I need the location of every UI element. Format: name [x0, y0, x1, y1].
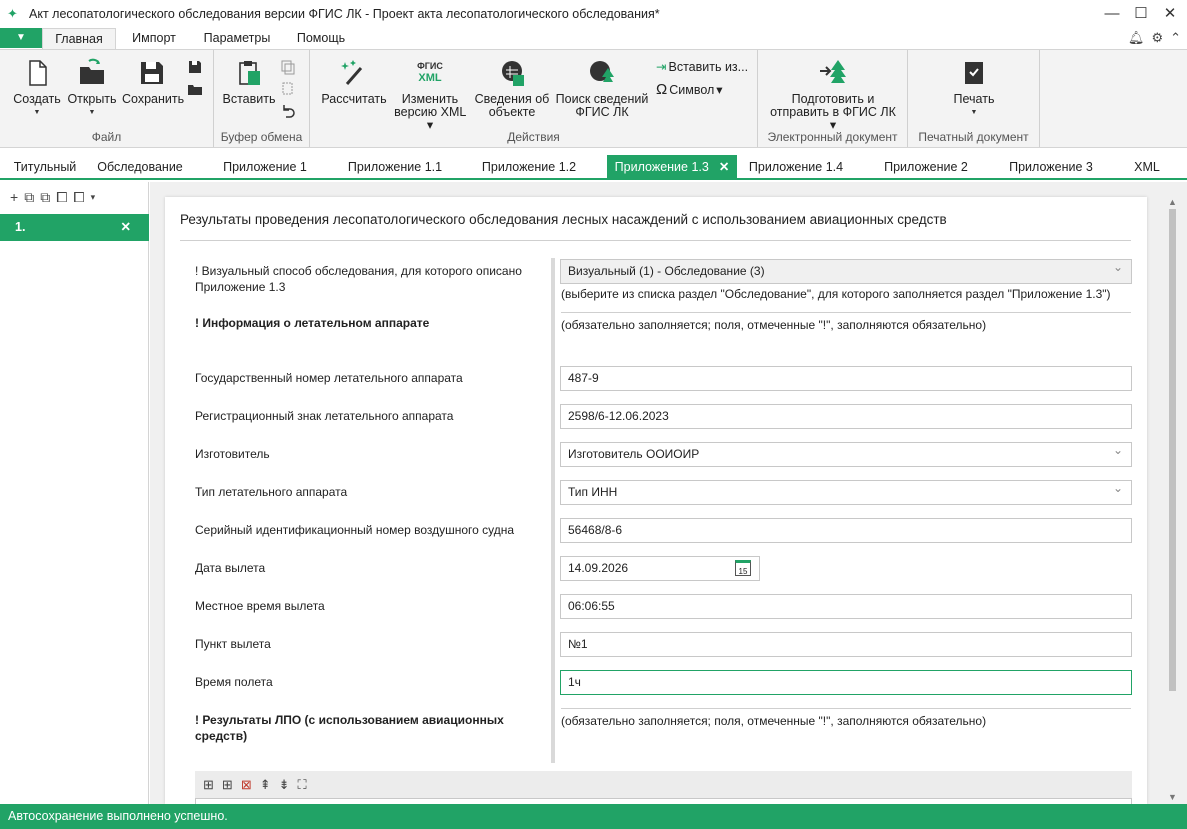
insert-row-icon[interactable]: ⊞: [221, 776, 233, 792]
tab-survey[interactable]: Обследование: [97, 160, 183, 174]
app-logo-icon: ✦: [7, 6, 18, 21]
section-title: Результаты проведения лесопатологического обследования лесных насаждений с использованием авиационных средств: [180, 212, 947, 227]
ribbon-group-file: [0, 50, 214, 147]
group-label-clipboard: Буфер обмена: [220, 130, 303, 144]
tab-appendix-1-2[interactable]: Приложение 1.2: [481, 160, 577, 174]
ribbon-group-edoc: [758, 50, 908, 147]
prepare-send-button[interactable]: Подготовить и отправить в ФГИС ЛК ▾: [766, 58, 900, 132]
print-button[interactable]: [944, 58, 1004, 119]
symbol-button[interactable]: Ω Символ ▾: [656, 81, 723, 98]
globe-tree-icon: [587, 58, 617, 88]
search-fgis-label-2: ФГИС ЛК: [575, 105, 629, 119]
visual-method-select[interactable]: Визуальный (1) - Обследование (3) ⌄: [560, 259, 1132, 284]
save-label: Сохранить: [122, 92, 185, 106]
tab-xml[interactable]: XML: [1134, 160, 1160, 174]
left-panel: [0, 182, 149, 804]
departure-date-value: 14.09.2026: [568, 561, 629, 575]
ribbon: [0, 49, 1187, 148]
list-item-label: 1.: [15, 220, 26, 234]
print-document-icon: [959, 58, 989, 88]
departure-point-label: Пункт вылета: [195, 637, 271, 651]
create-button[interactable]: [12, 58, 62, 119]
manufacturer-select[interactable]: Изготовитель ООИОИР ⌄: [560, 442, 1132, 467]
create-label: Создать: [13, 92, 61, 106]
scrollbar-thumb[interactable]: [1169, 209, 1176, 691]
local-time-label: Местное время вылета: [195, 599, 325, 613]
tab-appendix-1-4[interactable]: Приложение 1.4: [748, 160, 844, 174]
tab-parameters[interactable]: Параметры: [203, 31, 271, 45]
chevron-down-icon: ▼: [970, 109, 978, 116]
add-icon[interactable]: +: [10, 189, 19, 205]
collapse-ribbon-icon[interactable]: ⌃: [1170, 30, 1181, 45]
close-window-button[interactable]: ✕: [1163, 5, 1177, 22]
prepare-label-1: Подготовить и: [791, 92, 875, 106]
delete-row-icon[interactable]: ⊠: [240, 776, 252, 792]
divider: [180, 240, 1131, 241]
ribbon-group-clipboard: [214, 50, 310, 147]
aircraft-info-hint: (обязательно заполняется; поля, отмеченные "!", заполняются обязательно): [561, 318, 987, 332]
more-options-icon[interactable]: ▾: [90, 191, 96, 202]
serial-number-input[interactable]: 56468/8-6: [560, 518, 1132, 543]
document-tabs: [0, 155, 1187, 180]
close-tab-icon[interactable]: ✕: [718, 160, 730, 174]
ribbon-group-actions: [310, 50, 758, 147]
save-as-icon[interactable]: [187, 59, 203, 75]
departure-date-label: Дата вылета: [195, 561, 266, 575]
lpo-results-label: ! Результаты ЛПО (с использованием авиационных средств): [195, 713, 504, 743]
tab-appendix-1-3-label: Приложение 1.3: [614, 160, 709, 174]
search-fgis-label-1: Поиск сведений: [555, 92, 649, 106]
cut-icon[interactable]: [280, 81, 296, 97]
move-up-icon[interactable]: ⇞: [259, 776, 271, 792]
tab-appendix-3[interactable]: Приложение 3: [1009, 160, 1093, 174]
open-label: Открыть: [67, 92, 117, 106]
object-info-button[interactable]: [472, 58, 552, 119]
new-document-icon: [22, 58, 52, 88]
scroll-up-icon[interactable]: ▲: [1168, 197, 1177, 207]
expand-table-icon[interactable]: ⛶: [297, 776, 307, 792]
table-toolbar: [195, 771, 1132, 798]
divider: [561, 312, 1131, 313]
state-number-label: Государственный номер летательного аппарата: [195, 371, 463, 385]
list-item[interactable]: [0, 214, 149, 241]
prepare-label-2: отправить в ФГИС ЛК: [770, 105, 896, 119]
insert-from-label: Вставить из...: [668, 59, 749, 74]
tab-appendix-2[interactable]: Приложение 2: [884, 160, 968, 174]
undo-icon[interactable]: [280, 103, 296, 119]
local-time-input[interactable]: 06:06:55: [560, 594, 1132, 619]
change-xml-label-1: Изменить: [401, 92, 459, 106]
copy-icon[interactable]: [280, 59, 296, 75]
serial-number-label: Серийный идентификационный номер воздушного судна: [195, 523, 515, 537]
vertical-scrollbar[interactable]: [1164, 197, 1180, 804]
move-down-icon[interactable]: ⇟: [278, 776, 290, 792]
symbol-label: Символ: [669, 82, 715, 97]
minimize-button[interactable]: —: [1104, 5, 1120, 22]
object-info-label-2: объекте: [488, 105, 536, 119]
add-copy-icon[interactable]: ⧉: [24, 188, 35, 205]
duplicate-icon[interactable]: ⧉: [40, 188, 51, 205]
insert-arrow-icon: ⇥: [656, 60, 667, 74]
window-title: Акт лесопатологического обследования версии ФГИС ЛК - Проект акта лесопатологического обследования*: [29, 7, 660, 21]
object-info-label-1: Сведения об: [474, 92, 550, 106]
tab-help[interactable]: Помощь: [296, 31, 346, 45]
open-folder-icon: [77, 58, 107, 88]
departure-point-input[interactable]: №1: [560, 632, 1132, 657]
aircraft-info-label: ! Информация о летательном аппарате: [195, 316, 430, 330]
delete-copy-icon[interactable]: ⧠: [73, 188, 85, 205]
export-tree-icon: [818, 58, 848, 88]
omega-icon: Ω: [656, 81, 668, 98]
departure-date-input[interactable]: [560, 556, 760, 581]
settings-gear-icon[interactable]: ⚙: [1151, 30, 1164, 45]
open-button[interactable]: [66, 58, 118, 119]
flight-time-label: Время полета: [195, 675, 273, 689]
calculate-button[interactable]: [320, 58, 388, 106]
reg-mark-input[interactable]: 2598/6-12.06.2023: [560, 404, 1132, 429]
scroll-down-icon[interactable]: ▼: [1168, 792, 1177, 802]
save-button[interactable]: [122, 58, 185, 106]
tab-appendix-1[interactable]: Приложение 1: [223, 160, 307, 174]
maximize-button[interactable]: ☐: [1134, 5, 1148, 22]
group-label-print: Печатный документ: [918, 130, 1029, 144]
reg-mark-label: Регистрационный знак летательного аппарата: [195, 409, 454, 423]
chevron-down-icon: ▼: [88, 109, 96, 116]
paste-button[interactable]: [222, 58, 276, 106]
magic-wand-icon: [339, 58, 369, 88]
floppy-disk-icon: [137, 58, 167, 88]
paste-label: Вставить: [222, 92, 276, 106]
status-bar: Автосохранение выполнено успешно.: [0, 804, 1187, 829]
ribbon-group-print: [908, 50, 1040, 147]
move-icon[interactable]: ⧠: [56, 188, 68, 205]
change-xml-label-2: версию XML: [394, 105, 466, 119]
add-row-icon[interactable]: ⊞: [203, 776, 214, 792]
aircraft-type-label: Тип летательного аппарата: [195, 485, 348, 499]
visual-method-hint: (выберите из списка раздел "Обследование", для которого заполняется раздел "Приложение 1.3"): [561, 287, 1111, 301]
manufacturer-label: Изготовитель: [195, 447, 270, 461]
calendar-icon[interactable]: 15: [735, 560, 751, 576]
change-xml-version-button[interactable]: ФГИС XML Изменить версию XML ▾: [392, 58, 468, 132]
group-label-edoc: Электронный документ: [767, 130, 898, 144]
paste-clipboard-icon: [234, 58, 264, 88]
print-label: Печать: [953, 92, 995, 106]
tab-appendix-1-3[interactable]: [607, 155, 737, 179]
group-label-file: Файл: [91, 130, 122, 144]
tab-import[interactable]: Импорт: [132, 31, 176, 45]
chevron-down-icon: ▼: [33, 109, 41, 116]
xml-file-icon: ФГИС XML: [417, 61, 443, 84]
visual-method-label: ! Визуальный способ обследования, для которого описано Приложение 1.3: [195, 264, 522, 294]
menu-bar: [0, 28, 1187, 49]
delete-item-icon[interactable]: ✕: [120, 220, 131, 234]
flight-time-input[interactable]: 1ч: [560, 670, 1132, 695]
state-number-input[interactable]: 487-9: [560, 366, 1132, 391]
vertical-divider: [551, 258, 555, 763]
notifications-bell-icon[interactable]: 🔔︎: [1127, 30, 1145, 45]
tab-appendix-1-1[interactable]: Приложение 1.1: [347, 160, 443, 174]
divider: [561, 708, 1131, 709]
tab-home[interactable]: Главная: [42, 28, 116, 49]
lpo-results-hint: (обязательно заполняется; поля, отмеченные "!", заполняются обязательно): [561, 714, 987, 728]
file-menu-button[interactable]: ▼: [0, 28, 42, 48]
group-label-actions: Действия: [507, 130, 560, 144]
title-bar: [0, 0, 1187, 28]
object-info-icon: [497, 58, 527, 88]
aircraft-type-select[interactable]: Тип ИНН ⌄: [560, 480, 1132, 505]
folder-small-icon[interactable]: [187, 81, 203, 97]
calculate-label: Рассчитать: [321, 92, 387, 106]
tab-title-page[interactable]: Титульный: [13, 160, 77, 174]
left-panel-toolbar: [0, 182, 148, 212]
search-fgis-button[interactable]: [554, 58, 650, 119]
insert-from-button[interactable]: [656, 59, 748, 74]
